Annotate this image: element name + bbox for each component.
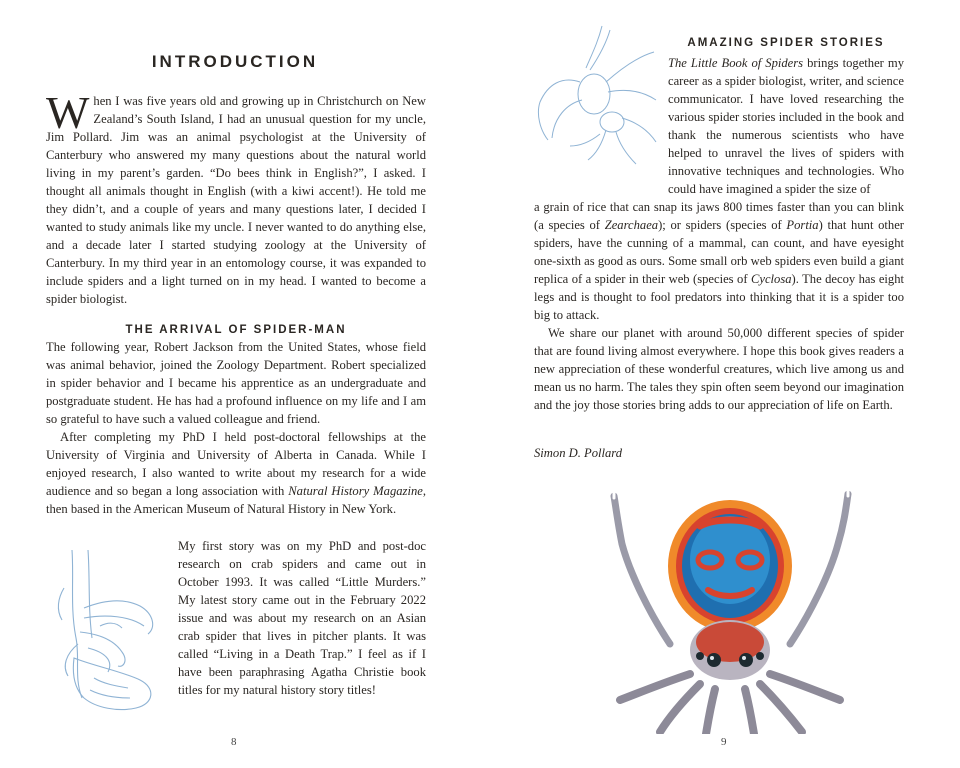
paragraph-postdoc	[46, 428, 426, 518]
page-number: 8	[231, 736, 237, 748]
crab-spider-sketch	[44, 548, 170, 712]
spider-sketch	[532, 22, 662, 172]
page-title: INTRODUCTION	[151, 52, 319, 71]
paragraph-intro	[668, 54, 904, 198]
section-heading: THE ARRIVAL OF SPIDER-MAN	[125, 324, 347, 336]
species-cyclosa: Cyclosa	[750, 272, 792, 286]
paragraph-stories: My first story was on my PhD and post-doc research on crab spiders and came out in October 1993. It was called “Little Murders.” My latest story came out in the February 2022 issue and was about my research on an Asian crab spider that lives in pitcher plants. It was called “Living in a Death Trap.” I feel as if I have been paraphrasing Agatha Christie book titles for my natural history story titles!	[178, 539, 426, 697]
book-title: The Little Book of Spiders	[668, 56, 804, 70]
intro-text: hen I was five years old and growing up in Christchurch on New Zealand’s South Island, I had an unusual question for my uncle, Jim Pollard. Jim was an animal psychologist at the University of Canterbury who answered my many questions about the natural world living in my parent’s garden. “Do bees think in English?”, I asked. I thought all animals thought in English (with a kiwi accent!). He told me they didn’t, and a couple of years and many questions later, I decided I wanted to study animals like my uncle. I never wanted to do anything else, and a decade later I started studying zoology at the University of Canterbury. In my third year in an entomology course, it was expanded to include spiders and a light turned on in my head. I wanted to become a spider biologist.	[46, 94, 426, 306]
species-text-a: a grain of rice that can snap its jaws 800 times faster than you can blink (a species of	[534, 200, 904, 232]
paragraph-planet: We share our planet with around 50,000 different species of spider that are found living almost everywhere. I hope this book gives readers a new appreciation of these wonderful creatures, which live among us and mean us no harm. The tales they spin often seem beyond our imagination and the joy those stories bring adds to our appreciation of life on Earth.	[534, 326, 904, 412]
species-portia: Portia	[786, 218, 819, 232]
intro-paragraph	[46, 87, 426, 308]
page-number: 9	[721, 736, 727, 748]
magazine-title: Natural History Magazine	[288, 484, 423, 498]
postdoc-text-start: After completing my PhD I held post-doctoral fellowships at the University of Virginia and University of Alberta in Canada. While I enjoyed research, I also wanted to write about my research for a wide audience and so began a long association with	[46, 430, 426, 498]
intro-section	[46, 87, 426, 518]
right-body	[534, 198, 904, 414]
peacock-spider-illustration	[540, 474, 910, 734]
species-text-c: ) that hunt other spiders, have the cunning of a mammal, can count, and have eyesight one-sixth as good as ours. Some small orb web spiders even build a giant replica of a spider in their web (species of	[534, 218, 904, 286]
species-text-d: ). The decoy has eight legs and is thought to fool predators into thinking that it is a spider too big to attack.	[534, 272, 905, 322]
intro-text: brings together my career as a spider biologist, writer, and science communicator. I have loved researching the various spider stories included in the book and thank the numerous scientists who have helped to unravel the lives of spiders with innovative techniques and technologies. Who could have imagined a spider the size of	[668, 56, 904, 196]
paragraph-species	[534, 198, 904, 324]
postdoc-text-end: , then based in the American Museum of Natural History in New York.	[46, 484, 426, 516]
paragraph-jackson: The following year, Robert Jackson from the United States, whose field was animal behavior, joined the Zoology Department. Robert specialized in spider behavior and I became his apprentice as an undergraduate and postgraduate student. He has had a profound influence on my life and I am so grateful to have such a valued colleague and friend.	[46, 340, 426, 426]
drop-cap: W	[46, 87, 90, 138]
author-signature: Simon D. Pollard	[534, 446, 623, 460]
right-page	[480, 0, 960, 768]
species-zearchaea: Zearchaea	[604, 218, 659, 232]
section-heading: AMAZING SPIDER STORIES	[687, 37, 885, 49]
species-text-b: ); or spiders (species of	[658, 218, 787, 232]
